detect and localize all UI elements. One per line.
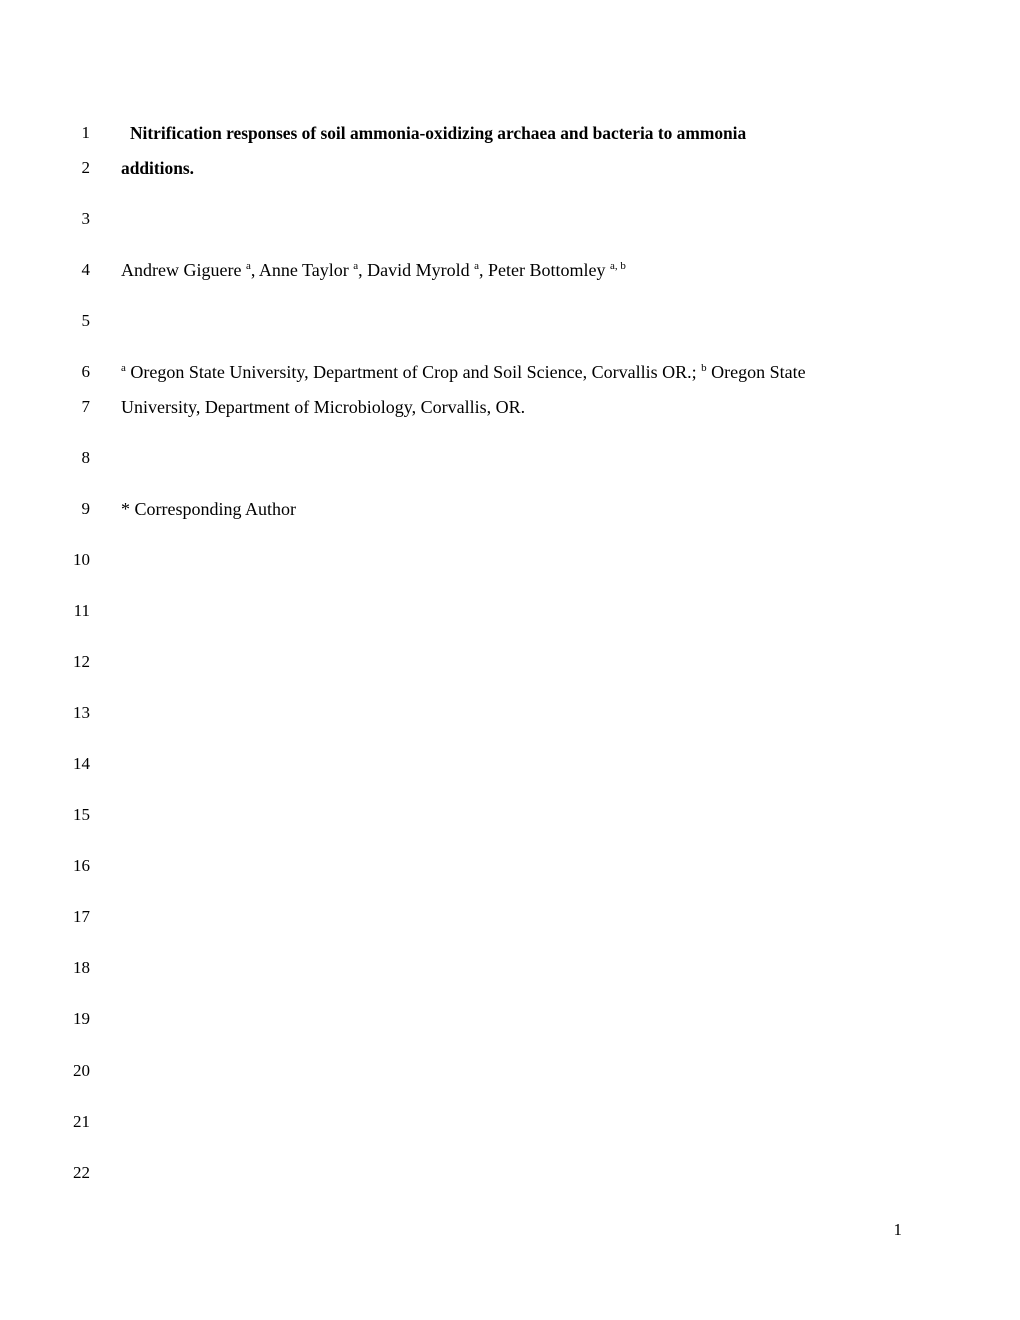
- line-number: 14: [73, 754, 90, 773]
- line-number: 21: [73, 1112, 90, 1131]
- line-number: 18: [73, 958, 90, 977]
- affiliation-line-1: [121, 362, 806, 382]
- line-number: 16: [73, 856, 90, 875]
- author-affiliation-mark: a: [353, 260, 359, 272]
- paper-title-line-1: Nitrification responses of soil ammonia-oxidizing archaea and bacteria to ammonia: [130, 123, 747, 143]
- author-name: Andrew Giguere: [121, 260, 246, 280]
- line-number: 9: [81, 499, 90, 518]
- author-list: [121, 260, 626, 280]
- line-number: 6: [81, 362, 90, 381]
- author-affiliation-mark: a, b: [610, 260, 626, 272]
- line-number: 12: [73, 652, 90, 671]
- line-number: 11: [73, 601, 90, 620]
- author-separator: ,: [479, 260, 489, 280]
- author-affiliation-mark: a: [245, 260, 251, 272]
- line-number: 1: [81, 123, 90, 142]
- affiliation-line-2: University, Department of Microbiology, Corvallis, OR.: [121, 397, 526, 417]
- author-name: David Myrold: [367, 260, 475, 280]
- author-separator: ,: [250, 260, 259, 280]
- affiliation-mark-b: b: [701, 362, 707, 374]
- paper-title-line-2: additions.: [121, 158, 194, 178]
- line-number: 8: [81, 448, 90, 467]
- author-name: Peter Bottomley: [488, 260, 611, 280]
- line-number: 22: [73, 1163, 90, 1182]
- line-number: 7: [81, 397, 90, 416]
- author-name: Anne Taylor: [258, 260, 354, 280]
- line-number: 5: [81, 311, 90, 330]
- corresponding-author: * Corresponding Author: [121, 499, 296, 519]
- line-number: 13: [73, 703, 90, 722]
- line-number: 10: [73, 550, 90, 569]
- affiliation-a-text: Oregon State University, Department of Crop and Soil Science, Corvallis OR.;: [125, 362, 702, 382]
- line-number: 20: [73, 1061, 90, 1080]
- line-number: 17: [73, 907, 90, 926]
- line-number: 4: [81, 260, 90, 279]
- affiliation-b-text: Oregon State: [706, 362, 806, 382]
- line-number: 15: [73, 805, 90, 824]
- author-affiliation-mark: a: [474, 260, 480, 272]
- author-separator: ,: [358, 260, 368, 280]
- line-number: 19: [73, 1009, 90, 1028]
- line-number: 3: [81, 209, 90, 228]
- affiliation-mark-a: a: [121, 362, 126, 374]
- line-number: 2: [81, 158, 90, 177]
- page-number: 1: [893, 1220, 902, 1239]
